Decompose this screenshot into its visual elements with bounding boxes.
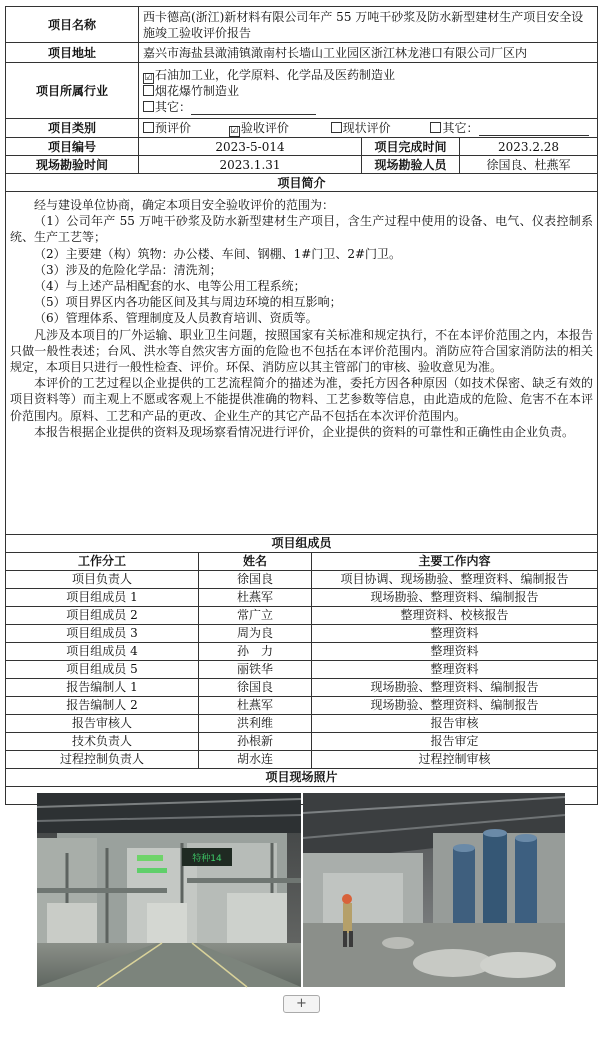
add-button[interactable]: + [283,995,320,1013]
table-row: 项目负责人 徐国良 项目协调、现场勘验、整理资料、编制报告 [6,571,598,589]
category-label: 项目类别 [6,119,139,138]
info-table [5,6,598,535]
checkbox-icon[interactable] [331,122,342,133]
table-row: 过程控制负责人 胡水连 过程控制审核 [6,751,598,769]
address-label: 项目地址 [6,43,139,63]
photos-title: 项目现场照片 [6,769,598,787]
intro-body [6,192,598,535]
intro-title: 项目简介 [6,174,598,192]
intro-paragraph: （3）涉及的危险化学品：清洗剂； [34,262,222,277]
checkbox-icon[interactable] [143,122,154,133]
column-header: 工作分工 [6,553,199,571]
intro-paragraph: 凡涉及本项目的厂外运输、职业卫生问题，按照国家有关标准和规定执行，不在本评价范围之内，本报告只做一般性表述；台风、洪水等自然灾害方面的危险也不包括在本评价范围内。消防应符合国家消防法的相关规定，本项目只进行一般性检查、评价。环保、消防应以其主管部门的审核、验收意见为准。 [10,327,594,375]
industry-option[interactable]: 烟花爆竹制造业 [143,83,593,99]
checkbox-icon[interactable] [143,85,154,96]
category-option[interactable]: ☑ 验收评价 [230,121,289,136]
intro-paragraph: （6）管理体系、管理制度及人员教育培训、资质等。 [34,311,318,326]
checkbox-icon[interactable]: ☑ [144,72,153,83]
industry-options [139,63,598,119]
address-value: 嘉兴市海盐县澉浦镇澉南村长墙山工业园区浙江林龙港口有限公司厂区内 [139,43,598,63]
finish-label: 项目完成时间 [362,138,460,156]
industry-option[interactable]: ☑ 石油加工业，化学原料、化学品及医药制造业 [144,67,396,83]
led-sign-text: 特种14 [192,854,222,864]
photos-cell [6,787,598,864]
intro-paragraph: 本评价的工艺过程以企业提供的工艺流程简介的描述为准，委托方因各种原因（如技术保密、缺乏有效的项目资料等）而主观上不愿或客观上不能提供准确的物料、工艺参数等信息，由此造成的危险、危害不在本评价范围内。原料、工艺和产品的更改、企业生产的其它产品不包括在本次评价范围内。 [10,376,594,423]
members-title: 项目组成员 [6,535,598,553]
name-label: 项目名称 [6,7,139,43]
table-row: 项目组成员 2 常广立 整理资料、校核报告 [6,607,598,625]
table-row: 报告审核人 洪利维 报告审核 [6,715,598,733]
checkbox-icon[interactable] [430,122,441,133]
survey-time-label: 现场勘验时间 [6,156,139,174]
checkbox-icon[interactable]: ☑ [230,126,239,136]
intro-paragraph: （1）公司年产 55 万吨干砂浆及防水新型建材生产项目，含生产过程中使用的设备、电气、仪表控制系统、生产工艺等； [10,214,594,245]
members-table [5,535,598,864]
survey-people-label: 现场勘验人员 [362,156,460,174]
other-blank[interactable] [479,123,589,136]
name-value: 西卡德高(浙江)新材料有限公司年产 55 万吨干砂浆及防水新型建材生产项目安全设施竣工验收评价报告 [139,7,598,43]
table-row: 项目组成员 5 丽铁华 整理资料 [6,661,598,679]
other-blank[interactable] [191,102,316,115]
checkbox-icon[interactable] [143,101,154,112]
table-row: 项目组成员 4 孙 力 整理资料 [6,643,598,661]
table-row: 技术负责人 孙根新 报告审定 [6,733,598,751]
industry-label: 项目所属行业 [6,63,139,119]
survey-time-value: 2023.1.31 [139,156,362,174]
intro-paragraph: （2）主要建（构）筑物：办公楼、车间、钢棚、1#门卫、2#门卫。 [34,246,402,261]
table-row: 报告编制人 1 徐国良 现场勘验、整理资料、编制报告 [6,679,598,697]
table-row: 项目组成员 3 周为良 整理资料 [6,625,598,643]
survey-people-value: 徐国良、杜燕军 [460,156,598,174]
table-row: 报告编制人 2 杜燕军 现场勘验、整理资料、编制报告 [6,697,598,715]
category-option[interactable]: 现状评价 [331,120,427,136]
site-photo-plant [37,793,301,987]
category-option[interactable]: 预评价 [143,120,225,136]
finish-value: 2023.2.28 [460,138,598,156]
number-label: 项目编号 [6,138,139,156]
table-row: 项目组成员 1 杜燕军 现场勘验、整理资料、编制报告 [6,589,598,607]
intro-paragraph: 经与建设单位协商，确定本项目安全验收评价的范围为： [34,198,335,212]
number-value: 2023-5-014 [139,138,362,156]
column-header: 姓名 [199,553,312,571]
intro-paragraph: （5）项目界区内各功能区间及其与周边环境的相互影响； [34,295,342,310]
column-header: 主要工作内容 [312,553,598,571]
site-photo-workshop [303,793,565,987]
industry-option[interactable]: 其它： [143,99,593,115]
report-sheet [5,6,597,864]
intro-paragraph: 本报告根据企业提供的资料及现场察看情况进行评价，企业提供的资料的可靠性和正确性由企业负责。 [34,424,575,439]
category-option[interactable]: 其它： [430,121,588,135]
intro-paragraph: （4）与上述产品相配套的水、电等公用工程系统； [34,279,306,294]
category-options [139,119,598,138]
